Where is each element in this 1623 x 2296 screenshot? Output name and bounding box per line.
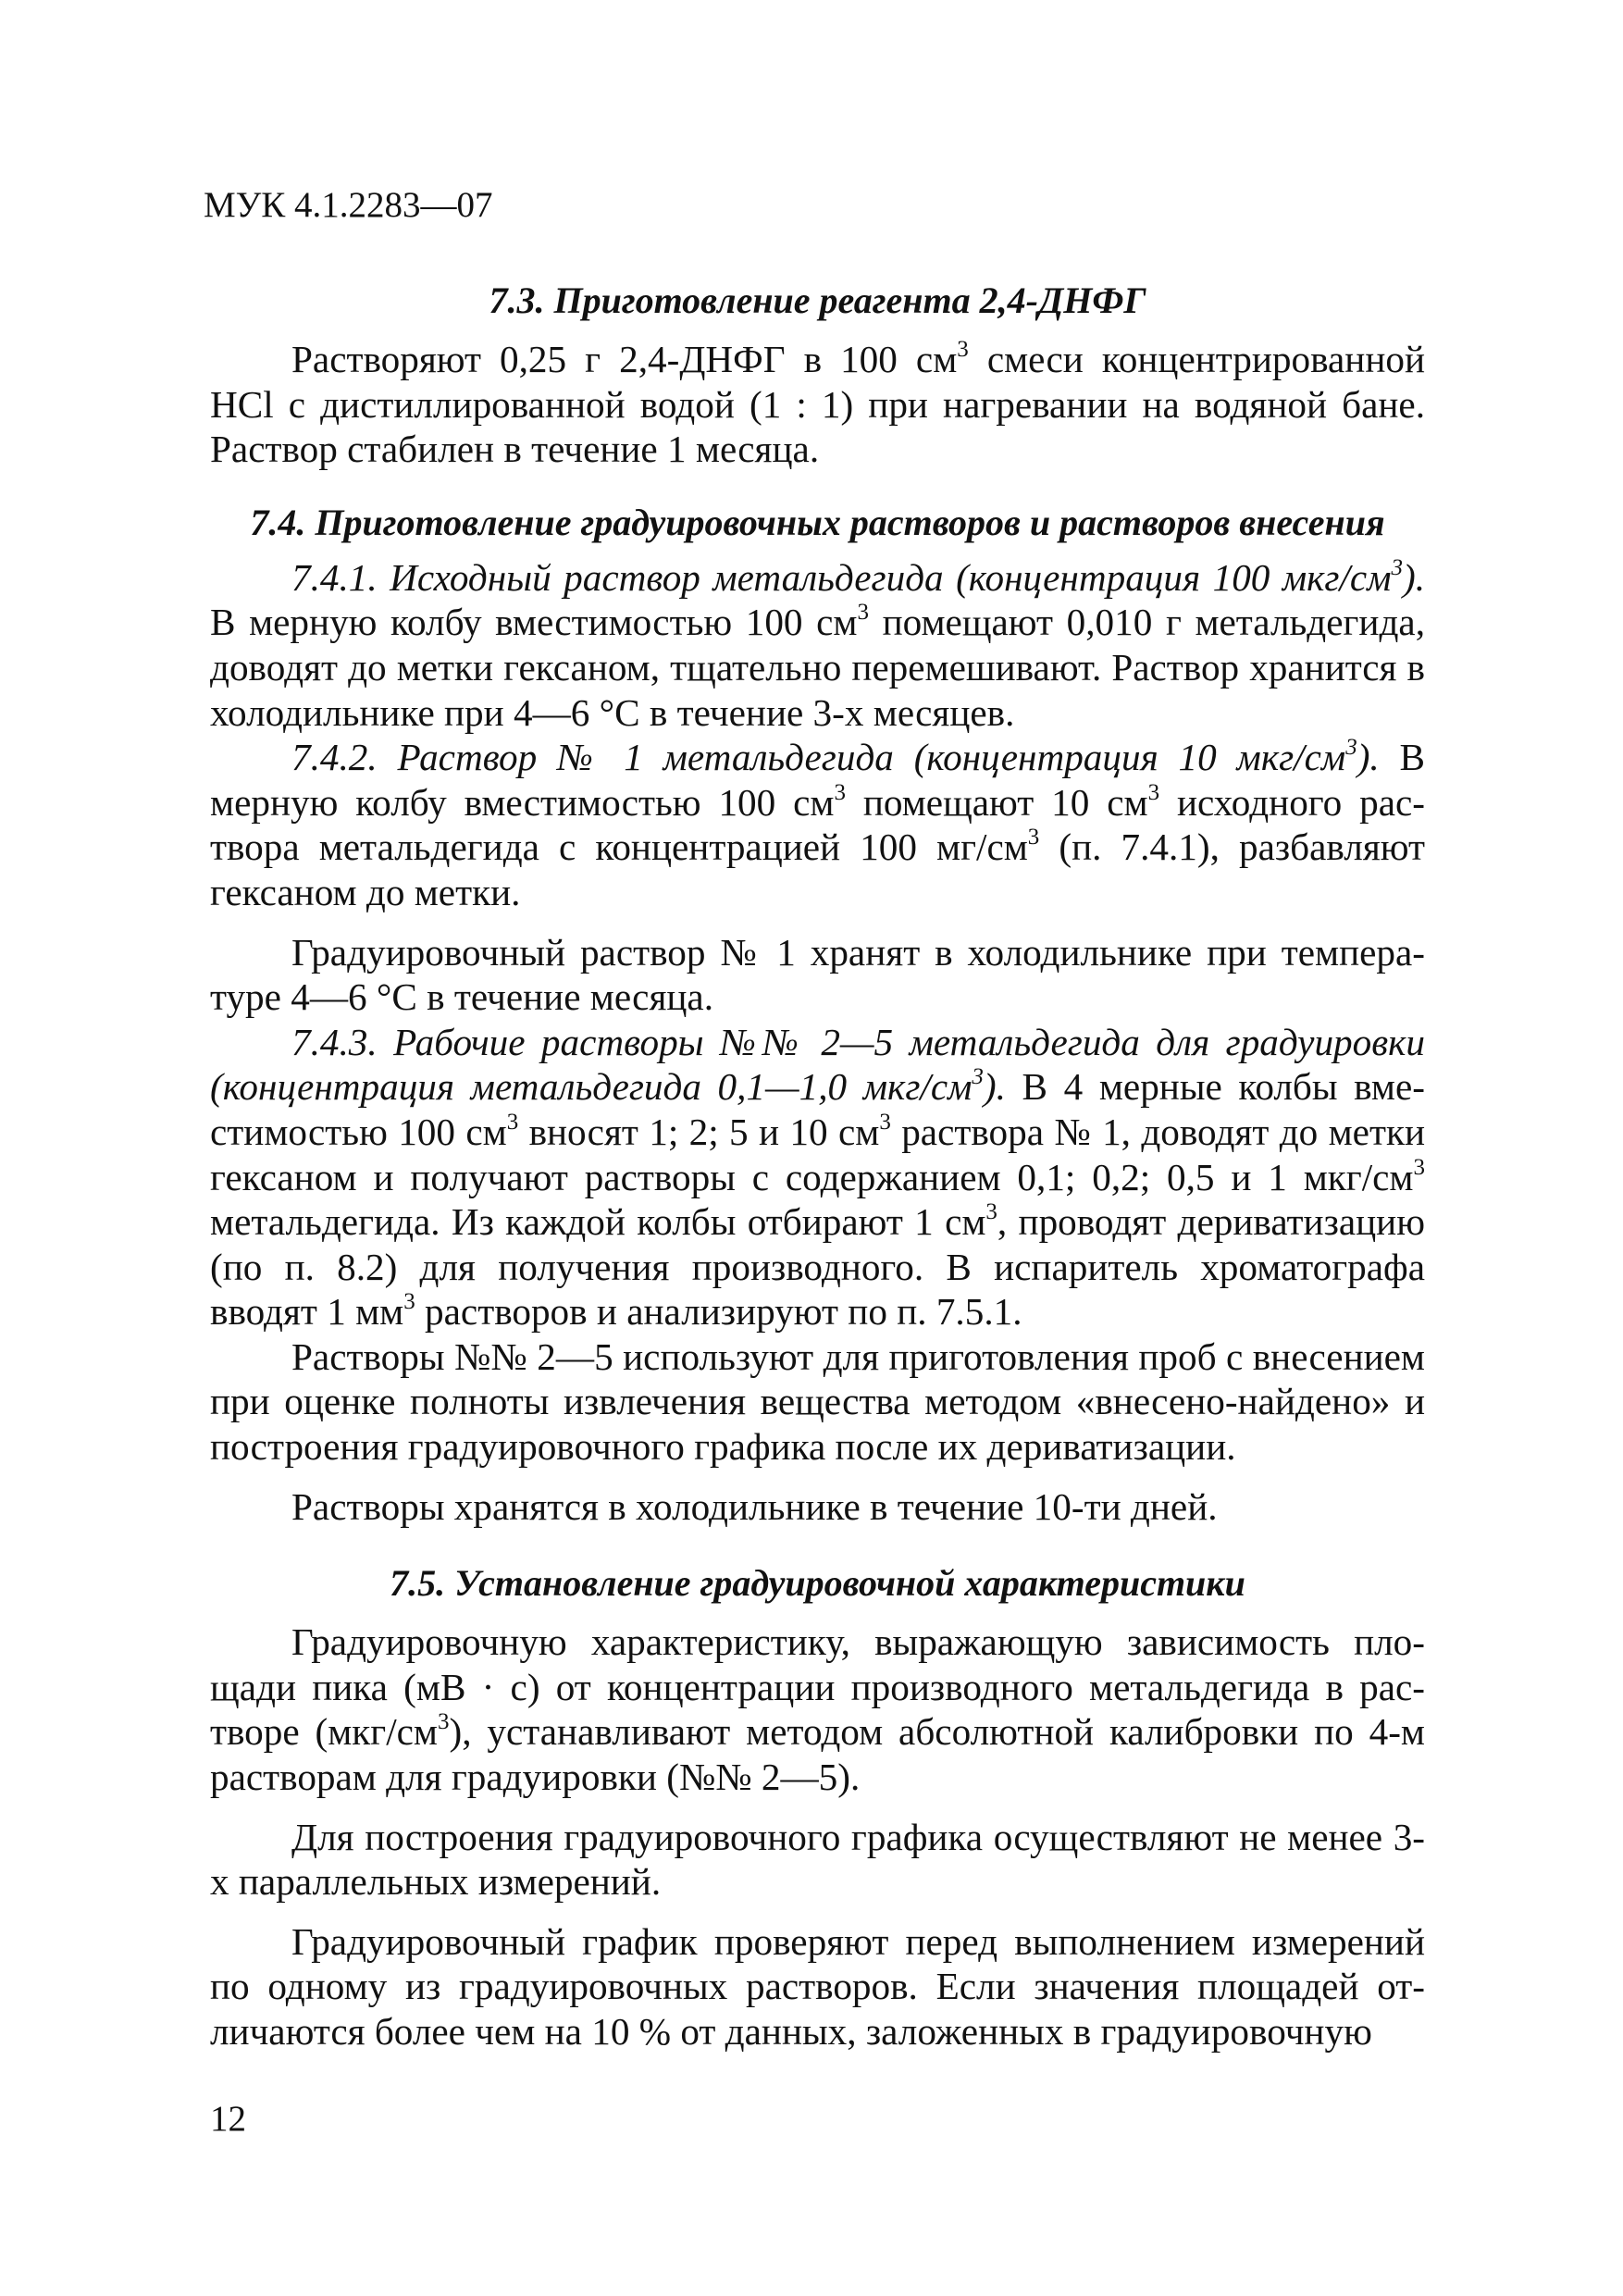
- page-number: 12: [210, 2099, 246, 2139]
- paragraph-parallel-measurements: Для построения градуировочного графика осуществляют не менее 3-х параллельных измерений.: [210, 1815, 1425, 1904]
- paragraph-calibration-characteristic: [210, 1620, 1425, 1799]
- superscript: 3: [879, 1109, 891, 1135]
- text-run: помещают 0,010 г метальдегида, доводят до метки гексаном, тщательно перемешивают. Раствор хранится в холодильнике при 4—6 °С в течение 3-х месяцев.: [210, 601, 1425, 734]
- text-run: В мерную колбу вместимостью 100 см: [210, 601, 858, 644]
- paragraph-solutions-usage: Растворы №№ 2—5 используют для приготовления проб с внесением при оценке полноты извлечения вещества методом «внесено-найдено» и построения градуировочного графика после их дериватизации.: [210, 1334, 1425, 1469]
- text-run: , проводят дериватизацию (по п. 8.2) для получения производного. В испаритель хроматографа вводят 1 мм: [210, 1200, 1425, 1334]
- paragraph-calibration-check: Градуировочный график проверяют перед выполнением измерений по одному из градуировочных растворов. Если значения площадей отличаются более чем на 10 % от данных, заложенных в градуировочную: [210, 1919, 1425, 2053]
- paragraph-solutions-storage: Растворы хранятся в холодильнике в течение 10-ти дней.: [291, 1484, 1218, 1528]
- text-run: 7.4.2. Раствор № 1 метальдегида (концентрация 10 мкг/см: [291, 736, 1346, 779]
- superscript: 3: [957, 337, 969, 362]
- superscript: 3: [403, 1289, 415, 1315]
- superscript: 3: [1147, 779, 1160, 805]
- text-run: вносят 1; 2; 5 и 10 см: [518, 1110, 880, 1153]
- text-run: ), устанавливают методом абсолютной калибровки по 4-м растворам для градуировки (№№ 2—5).: [210, 1710, 1425, 1799]
- superscript: 3: [985, 1199, 997, 1225]
- text-run: смеси концентрированной HCl с дистиллированной водой (1 : 1) при нагревании на водяной бане. Раствор стабилен в течение 1 месяца.: [210, 338, 1425, 471]
- superscript: 3: [1345, 735, 1357, 761]
- paragraph-7-3-reagent: [210, 337, 1425, 472]
- section-heading-7-3: 7.3. Приготовление реагента 2,4-ДНФГ: [489, 279, 1146, 321]
- text-run: (п. 7.4.1), разбавляют гексаном до метки.: [210, 825, 1425, 913]
- text-run: 7.4.3. Рабочие растворы №№ 2—5 метальдегида для градуировки (концентрация метальдегида 0,1—1,0 мкг/см: [210, 1020, 1425, 1109]
- paragraph-7-4-1: [210, 555, 1425, 735]
- superscript: 3: [1413, 1154, 1425, 1180]
- text-run: помещают 10 см: [845, 780, 1148, 824]
- superscript: 3: [1027, 825, 1040, 850]
- paragraph-7-4-2: [210, 735, 1425, 914]
- text-run: растворов и анализируют по п. 7.5.1.: [415, 1290, 1022, 1334]
- text-run: ).: [983, 1065, 1006, 1109]
- superscript: 3: [506, 1109, 519, 1135]
- text-run: В 4 мерные колбы вместимостью 100 см: [210, 1065, 1425, 1153]
- superscript: 3: [834, 779, 846, 805]
- text-run: В мерную колбу вместимостью 100 см: [210, 736, 1425, 824]
- superscript: 3: [1391, 554, 1403, 580]
- subsection-lead-7-4-1: [291, 556, 1425, 599]
- superscript: 3: [437, 1709, 450, 1735]
- text-run: ).: [1402, 555, 1425, 599]
- running-header: МУК 4.1.2283—07: [204, 185, 493, 225]
- text-run: 7.4.1. Исходный раствор метальдегида (концентрация 100 мкг/см: [291, 555, 1392, 599]
- section-heading-7-5: 7.5. Установление градуировочной характеристики: [390, 1562, 1245, 1605]
- superscript: 3: [857, 600, 869, 626]
- section-heading-7-4: 7.4. Приготовление градуировочных растворов и растворов внесения: [250, 501, 1385, 543]
- text-run: Растворяют 0,25 г 2,4-ДНФГ в 100 см: [291, 338, 958, 380]
- text-run: исходного раствора метальдегида с концентрацией 100 мг/см: [210, 780, 1426, 869]
- text-run: метальдегида. Из каждой колбы отбирают 1 см: [210, 1200, 986, 1244]
- text-run: Градуировочную характеристику, выражающую зависимость площади пика (мВ · с) от концентрации производного метальдегида в растворе (мкг/см: [210, 1620, 1425, 1754]
- page-content: [210, 278, 1425, 2054]
- text-run: ).: [1357, 736, 1380, 779]
- paragraph-7-4-3: [210, 1020, 1425, 1334]
- subsection-lead-7-4-2: [291, 736, 1380, 778]
- paragraph-storage-solution-1: Градуировочный раствор № 1 хранят в холодильнике при температуре 4—6 °С в течение месяца.: [210, 930, 1425, 1019]
- text-run: раствора № 1, доводят до метки гексаном и получают растворы с содержанием 0,1; 0,2; 0,5 и 1 мкг/см: [210, 1110, 1426, 1198]
- superscript: 3: [972, 1064, 984, 1090]
